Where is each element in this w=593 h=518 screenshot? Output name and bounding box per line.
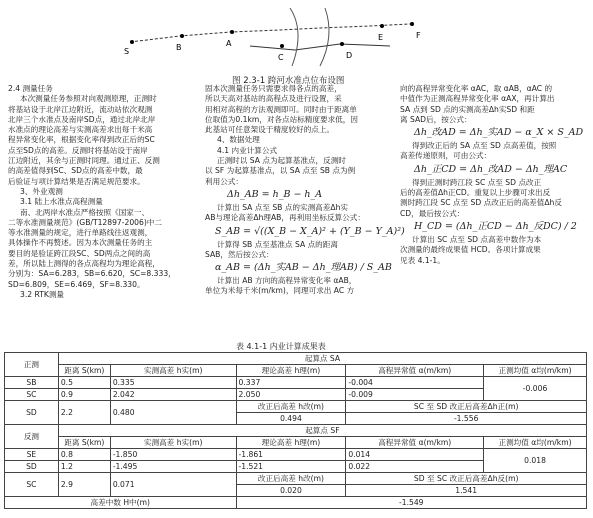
benchmark-point <box>280 44 284 48</box>
text-line: 差，所以陆上测得的各点高程均为理论高程， <box>8 259 160 269</box>
formula-corrected-diff: Δh_改AD = Δh_实AD − α_X × S_AD <box>414 127 584 139</box>
route-line-south <box>250 44 390 50</box>
text-line: 将基站设于北岸江边附近，流动站依次观测 <box>8 104 153 114</box>
subsection-heading: 4.1 内业计算公式 <box>217 145 278 155</box>
column-header: 实测高差 h实(m) <box>110 365 236 377</box>
point-cell: SB <box>5 377 59 389</box>
column-right <box>400 84 588 266</box>
point-label-c: C <box>278 53 284 62</box>
text-line: 见表 4.1-1。 <box>400 255 445 265</box>
text-line: 正测时以 SA 点为起算基准点，反测时 <box>217 156 346 166</box>
point-cell: SD <box>5 461 59 473</box>
measured-cell: 2.042 <box>110 389 236 401</box>
point-cell: SC <box>5 473 59 497</box>
text-line: 本次测量任务参照对向观测原理，正测时 <box>20 94 157 104</box>
text-line: 分别为：SA=6.283，SB=6.620，SC=8.333， <box>8 269 176 279</box>
point-label-a: A <box>226 39 232 48</box>
table-row <box>5 353 587 365</box>
text-line: 高差传递原则，可由公式： <box>400 151 492 161</box>
text-line: 次测量的最终成果值 HCD。各项计算成果 <box>400 245 541 255</box>
point-label-b: B <box>176 43 182 52</box>
section-label-backward: 反测 <box>5 425 59 449</box>
point-label-d: D <box>346 51 353 60</box>
column-header: 高程异常值 α(m/km) <box>346 437 484 449</box>
column-header: 距离 S(km) <box>58 437 110 449</box>
text-line: 用相对高程的方法观测即可。同时由于距离单 <box>205 104 357 114</box>
table-row <box>5 425 587 437</box>
section-title-backward: 起算点 SF <box>58 425 586 437</box>
distance-cell: 0.5 <box>58 377 110 389</box>
benchmark-point <box>410 22 414 26</box>
distance-cell: 0.8 <box>58 449 110 461</box>
measured-cell: -1.495 <box>110 461 236 473</box>
formula-mean-diff: H_CD = (Δh_正CD − Δh_反DC) / 2 <box>414 220 577 232</box>
column-header: 正测均值 α均(m/km) <box>484 437 587 449</box>
cd-corrected-value: -1.556 <box>346 413 587 425</box>
column-header: 正测均值 α均(m/km) <box>484 365 587 377</box>
dc-corrected-value: 1.541 <box>346 485 587 497</box>
text-line: 后验证与项计算结果是否满足规范要求。 <box>8 176 145 186</box>
river-bank <box>320 8 329 66</box>
table-row <box>5 473 587 485</box>
benchmark-point <box>340 42 344 46</box>
theoretical-cell: -1.861 <box>236 449 346 461</box>
section-title-forward: 起算点 SA <box>58 353 586 365</box>
anomaly-cell: 0.014 <box>346 449 484 461</box>
text-line: 北岸三个水准点及南岸SD点，通过北岸北岸 <box>8 114 156 124</box>
text-line: AB与理论高差Δh理AB，再利用坐标反算公式： <box>205 213 365 223</box>
point-cell: SE <box>5 449 59 461</box>
table-row <box>5 449 587 461</box>
measured-cell: 0.480 <box>110 401 236 425</box>
text-line: CD，最后按公式： <box>400 208 465 218</box>
table-row <box>5 401 587 413</box>
text-line: 得到改正后的 SA 点至 SD 点高差值，按照 <box>412 141 557 151</box>
formula-forward-diff: Δh_正CD = Δh_改AD − Δh_理AC <box>414 163 568 175</box>
text-line: 水准点的理论高差与实测高差求出每千米高 <box>8 125 153 135</box>
subsection-heading: 3.1 陆上水准点高程测量 <box>20 197 103 207</box>
point-label-f: F <box>416 31 421 40</box>
column-header: 高程异常值 α(m/km) <box>346 365 484 377</box>
section-label-forward: 正测 <box>5 353 59 377</box>
river-benchmark-diagram <box>120 6 450 68</box>
results-table <box>4 352 587 509</box>
figure-caption: 图 2.3-1 跨河水准点位布设图 <box>232 76 345 86</box>
cd-corrected-label: SC 至 SD 改正后高差Δh正(m) <box>346 401 587 413</box>
river-bank <box>290 8 298 66</box>
column-header: 理论高差 h理(m) <box>236 365 346 377</box>
section-heading: 4、数据处理 <box>217 135 260 145</box>
measured-cell: -1.850 <box>110 449 236 461</box>
text-line: 计算得 SB 点至基准点 SA 点的距离 <box>217 239 338 249</box>
formula-anomaly-rate: α_AB = (Δh_实AB − Δh_理AB) / S_AB <box>215 262 392 274</box>
measured-cell: 0.335 <box>110 377 236 389</box>
text-line: 计算出 SC 点至 SD 点高差中数作为本 <box>412 234 542 244</box>
table-row <box>5 377 587 389</box>
table-header-row <box>5 365 587 377</box>
final-value: -1.549 <box>236 497 586 509</box>
theoretical-cell: -1.521 <box>236 461 346 473</box>
text-line: 得到正测时跨江段 SC 点至 SD 点改正 <box>412 177 542 187</box>
subsection-heading: 3.2 RTK测量 <box>20 289 65 299</box>
table-header-row <box>5 437 587 449</box>
text-line: 等水准测量的规定，进行单路线往返观测， <box>8 228 153 238</box>
final-label: 高差中数 H中(m) <box>5 497 237 509</box>
distance-cell: 2.9 <box>58 473 110 497</box>
table-title: 表 4.1-1 内业计算成果表 <box>236 342 326 351</box>
table-row <box>5 497 587 509</box>
section-heading: 3、外业观测 <box>20 186 63 196</box>
mean-cell: -0.006 <box>484 377 587 401</box>
anomaly-cell: -0.009 <box>346 389 484 401</box>
text-line: 离 SAD后，按公式： <box>400 114 472 124</box>
point-label-e: E <box>378 33 384 42</box>
column-left <box>8 84 198 300</box>
text-line: 要目的是验证跨江段SC、SD两点之间的高 <box>8 248 151 258</box>
dc-corrected-label: SD 至 SC 改正后高差Δh反(m) <box>346 473 587 485</box>
text-line: 计算出 SA 点至 SB 点的实测高差Δh实 <box>217 202 348 212</box>
benchmark-point <box>130 40 134 44</box>
text-line: 二等水准测量规范》(GB/T12897-2006)中二 <box>8 217 162 227</box>
theoretical-cell: 0.337 <box>236 377 346 389</box>
text-line: 此基站可任意架设于精度较好的点上。 <box>205 125 335 135</box>
text-line: 2.4 测量任务 <box>8 84 53 93</box>
column-header: 距离 S(km) <box>58 365 110 377</box>
theoretical-cell: 2.050 <box>236 389 346 401</box>
mean-cell: 0.018 <box>484 449 587 473</box>
route-line-north <box>130 24 410 42</box>
text-line: 南、北两岸水准点严格按照《国家一、 <box>20 207 150 217</box>
text-line: 点至SD点的高差。反测时将基站设于南岸 <box>8 145 148 155</box>
anomaly-cell: 0.022 <box>346 461 484 473</box>
text-line: 程异常变化率，根据变化率得到改正后的SC <box>8 135 155 145</box>
text-line: 中值作为正测高程异常变化率 αAX，再计算出 <box>400 94 555 104</box>
column-header: 实测高差 h实(m) <box>110 437 236 449</box>
distance-cell: 0.9 <box>58 389 110 401</box>
measured-cell: 0.071 <box>110 473 236 497</box>
column-middle <box>205 84 405 297</box>
corrected-label: 改正后高差 h改(m) <box>236 473 346 485</box>
column-header: 理论高差 h理(m) <box>236 437 346 449</box>
benchmark-point <box>230 30 234 34</box>
text-line: SA 点到 SD 点的实测高差Δh实SD 和距 <box>400 104 535 114</box>
text-line: 固本次测量任务只需要求得各点的高差， <box>205 84 342 93</box>
distance-cell: 2.2 <box>58 401 110 425</box>
point-cell: SD <box>5 401 59 425</box>
anomaly-cell: -0.004 <box>346 377 484 389</box>
text-line: 向的高程异常变化率 αAC，取 αAB，αAC 的 <box>400 84 553 93</box>
benchmark-point <box>380 24 384 28</box>
text-line: 具体操作不再赘述。因为本次测量任务的主 <box>8 238 153 248</box>
text-line: 的高差值得到SC、SD点的高差中数，最 <box>8 166 143 176</box>
text-line: 单位为米每千米(m/km)，同理可求出 AC 方 <box>205 286 355 296</box>
text-line: 后的高差值Δh正CD。重复以上步骤可求出反 <box>400 188 551 198</box>
corrected-value: 0.494 <box>236 413 346 425</box>
text-line: 江边附近，其余与正测时同理。通过正、反测 <box>8 156 160 166</box>
benchmark-point <box>180 34 184 38</box>
text-line: 以 SF 为起算基准点，以 SA 点至 SB 点为例 <box>205 166 356 176</box>
text-line: 计算出 AB 方向的高程异常变化率 αAB， <box>217 276 357 286</box>
point-cell: SC <box>5 389 59 401</box>
text-line: 利用公式： <box>205 176 243 186</box>
formula-height-diff: Δh_AB = h_B − h_A <box>227 188 323 200</box>
formula-distance: S_AB = √((X_B − X_A)² + (Y_B − Y_A)²) <box>215 225 405 237</box>
corrected-label: 改正后高差 h改(m) <box>236 401 346 413</box>
text-line: 位取值为0.1km，对各点站标精度要求低，因 <box>205 114 358 124</box>
text-line: 测时跨江段 SC 点至 SD 点改正后的高差值Δh反 <box>400 198 562 208</box>
distance-cell: 1.2 <box>58 461 110 473</box>
corrected-value: 0.020 <box>236 485 346 497</box>
point-label-s: S <box>124 47 130 56</box>
text-line: SAB，然后按公式： <box>205 249 274 259</box>
text-line: SD=6.809，SE=6.469，SF=8.330。 <box>8 279 145 289</box>
text-line: 所以天高对基站的高程点及进行设置，采 <box>205 94 342 104</box>
